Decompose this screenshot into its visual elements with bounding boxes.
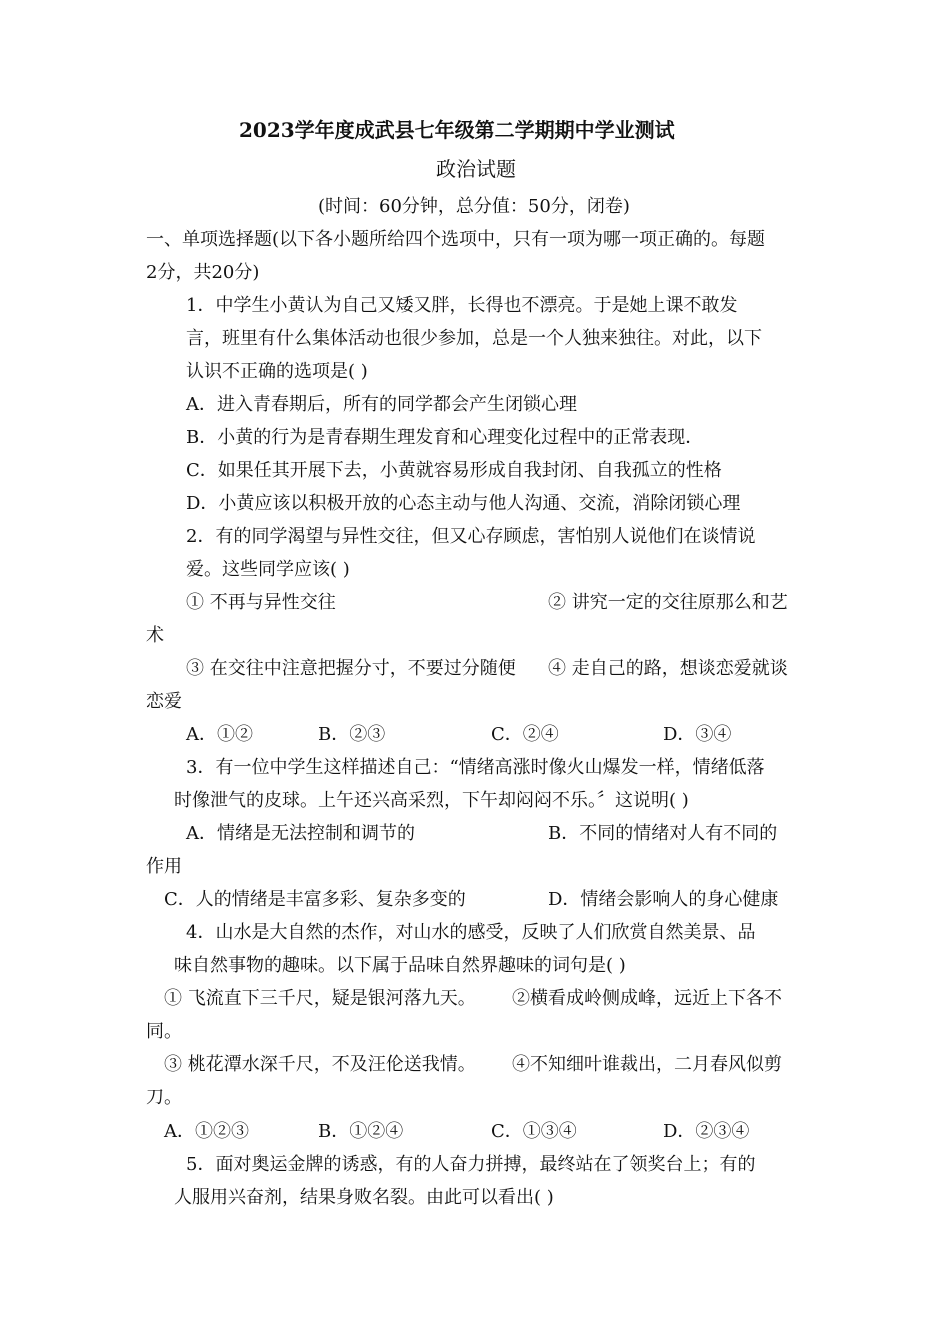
q2-statement-2: ② 讲究一定的交往原那么和艺	[548, 592, 788, 613]
q4-option-a: A．①②③	[164, 1121, 249, 1142]
q4-statement-2-cont: 同。	[146, 1021, 182, 1042]
q5-stem: 5．面对奥运金牌的诱惑，有的人奋力拼搏，最终站在了领奖台上；有的	[186, 1154, 756, 1175]
q4-option-c: C．①③④	[491, 1121, 577, 1142]
q3-option-b: B．不同的情绪对人有不同的	[548, 823, 778, 844]
q2-option-c: C．②④	[491, 724, 559, 745]
q3-option-c: C．人的情绪是丰富多彩、复杂多变的	[164, 889, 466, 910]
page-title: 2023学年度成武县七年级第二学期期中学业测试	[239, 118, 675, 142]
q5-stem: 人服用兴奋剂，结果身败名裂。由此可以看出( )	[174, 1187, 554, 1208]
q3-option-a: A．情绪是无法控制和调节的	[186, 823, 415, 844]
section-heading-cont: 2分，共20分)	[146, 262, 260, 283]
q4-option-b: B．①②④	[318, 1121, 404, 1142]
q2-statement-4: ④ 走自己的路，想谈恋爱就谈	[548, 658, 788, 679]
q2-statement-4-cont: 恋爱	[146, 691, 182, 712]
q4-stem: 4．山水是大自然的杰作，对山水的感受，反映了人们欣赏自然美景、品	[186, 922, 756, 943]
section-heading: 一、单项选择题(以下各小题所给四个选项中，只有一项为哪一项正确的。每题	[146, 229, 766, 250]
q1-option-d: D．小黄应该以积极开放的心态主动与他人沟通、交流，消除闭锁心理	[186, 493, 741, 514]
q4-statement-2: ②横看成岭侧成峰，远近上下各不	[512, 988, 782, 1009]
q2-option-a: A．①②	[186, 724, 253, 745]
q4-statement-4: ④不知细叶谁裁出，二月春风似剪	[512, 1054, 782, 1075]
q1-stem: 认识不正确的选项是( )	[186, 361, 368, 382]
q1-option-a: A．进入青春期后，所有的同学都会产生闭锁心理	[186, 394, 577, 415]
q3-option-b-cont: 作用	[146, 856, 182, 877]
q1-stem: 言，班里有什么集体活动也很少参加，总是一个人独来独往。对此，以下	[186, 328, 762, 349]
q3-option-d: D．情绪会影响人的身心健康	[548, 889, 779, 910]
q4-option-d: D．②③④	[663, 1121, 750, 1142]
q2-statement-1: ① 不再与异性交往	[186, 592, 336, 613]
q2-statement-3: ③ 在交往中注意把握分寸，不要过分随便	[186, 658, 516, 679]
q2-stem: 爱。这些同学应该( )	[186, 559, 350, 580]
q1-option-c: C．如果任其开展下去，小黄就容易形成自我封闭、自我孤立的性格	[186, 460, 722, 481]
q4-statement-1: ① 飞流直下三千尺，疑是银河落九天。	[164, 988, 476, 1009]
q1-stem: 1．中学生小黄认为自己又矮又胖，长得也不漂亮。于是她上课不敢发	[186, 295, 738, 316]
q4-stem: 味自然事物的趣味。以下属于品味自然界趣味的词句是( )	[174, 955, 626, 976]
q3-stem: 时像泄气的皮球。上午还兴高采烈，下午却闷闷不乐。〞这说明( )	[174, 790, 689, 811]
page-subtitle: 政治试题	[436, 157, 516, 181]
q1-option-b: B．小黄的行为是青春期生理发育和心理变化过程中的正常表现．	[186, 427, 704, 448]
q2-option-d: D．③④	[663, 724, 732, 745]
q2-option-b: B．②③	[318, 724, 386, 745]
q2-stem: 2．有的同学渴望与异性交往，但又心存顾虑，害怕别人说他们在谈情说	[186, 526, 756, 547]
q3-stem: 3．有一位中学生这样描述自己：“情绪高涨时像火山爆发一样，情绪低落	[186, 757, 765, 778]
exam-meta: (时间：60分钟，总分值：50分，闭卷)	[318, 196, 630, 217]
q4-statement-4-cont: 刀。	[146, 1087, 182, 1108]
q2-statement-2-cont: 术	[146, 625, 164, 646]
q4-statement-3: ③ 桃花潭水深千尺，不及汪伦送我情。	[164, 1054, 476, 1075]
